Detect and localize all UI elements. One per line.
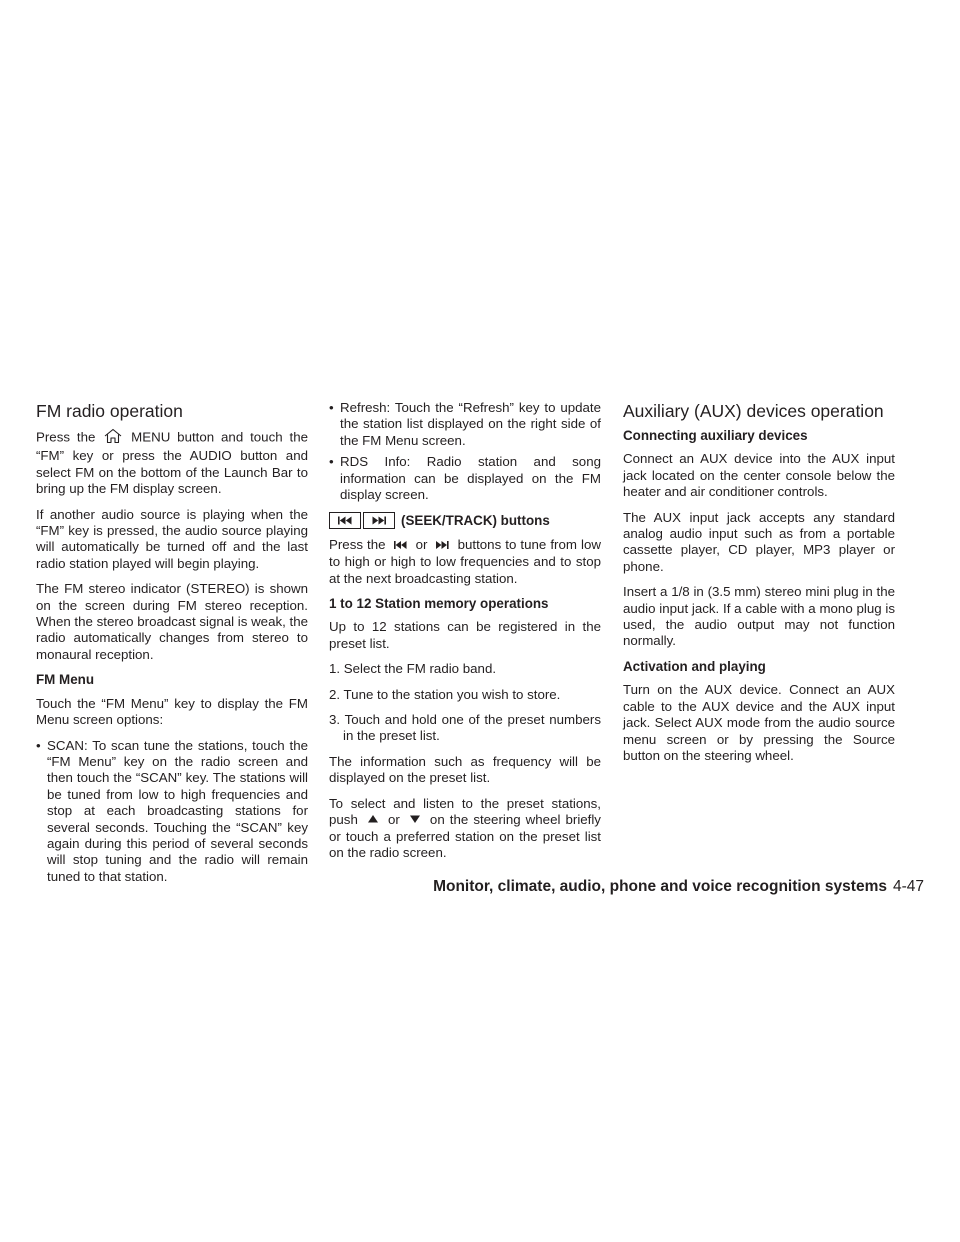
page-footer	[410, 878, 924, 896]
subheading-activation: Activation and playing	[623, 658, 766, 674]
subheading-station-memory: 1 to 12 Station memory operations	[329, 595, 549, 611]
paragraph: Turn on the AUX device. Connect an AUX cable to the AUX device and the AUX input jack. Select AUX mode from the audio source menu screen or by pressing the Source button on the steering wheel.	[623, 682, 895, 763]
list-item: • Refresh: Touch the “Refresh” key to update the station list displayed on the right side of the FM Menu screen.	[329, 400, 601, 449]
bullet-list	[36, 738, 308, 886]
subheading-connecting: Connecting auxiliary devices	[623, 428, 808, 443]
seek-forward-icon	[363, 512, 395, 529]
text: or	[415, 537, 428, 553]
section-title-aux: Auxiliary (AUX) devices operation	[623, 401, 884, 421]
text: or	[387, 812, 400, 827]
paragraph: If another audio source is playing when the “FM” key is pressed, the audio source playing will automatically be turned off and the last radio station played will begin playing.	[36, 506, 308, 571]
list-item: • SCAN: To scan tune the stations, touch the “FM Menu” key on the radio screen and then touch the “SCAN” key. The stations will be tuned from low to high frequencies and stop at each broadcasting stations for several seconds. Touching the “SCAN” key again during this period of several seconds will stop tuning and the radio will remain tuned to that station.	[36, 738, 308, 886]
page-number: 4-47	[892, 878, 924, 895]
paragraph: The information such as frequency will be displayed on the preset list.	[329, 753, 601, 786]
paragraph: Touch the “FM Menu” key to display the FM Menu screen options:	[36, 695, 308, 728]
seek-back-icon	[390, 538, 412, 554]
list-item: 2. Tune to the station you wish to store.	[329, 686, 561, 702]
bullet-list	[329, 400, 601, 503]
text: Press the	[36, 429, 96, 445]
chapter-title: Monitor, climate, audio, phone and voice recognition systems	[433, 878, 887, 895]
down-arrow-icon	[405, 812, 425, 828]
paragraph	[329, 796, 601, 862]
subheading-fm-menu: FM Menu	[36, 672, 95, 688]
paragraph: The FM stereo indicator (STEREO) is shown on the screen during FM stereo reception. When the stereo broadcast signal is weak, the radio automatically changes from stereo to monaural reception.	[36, 581, 308, 662]
column-3	[623, 400, 895, 773]
column-2	[329, 400, 601, 871]
up-arrow-icon	[363, 812, 383, 828]
home-icon	[102, 428, 124, 448]
subheading-seek-track	[329, 512, 601, 529]
paragraph	[329, 537, 601, 587]
list-item: • RDS Info: Radio station and song information can be displayed on the FM display screen.	[329, 454, 601, 503]
list-item: 1. Select the FM radio band.	[329, 661, 497, 677]
text: on the steering wheel briefly or touch a preferred station on the preset list on the radio screen.	[329, 812, 601, 861]
paragraph: Insert a 1/8 in (3.5 mm) stereo mini plug in the audio input jack. If a cable with a mono plug is used, the audio output may not function normally.	[623, 584, 895, 649]
paragraph: Up to 12 stations can be registered in the preset list.	[329, 619, 601, 651]
paragraph: The AUX input jack accepts any standard analog audio input such as from a portable cassette player, CD player, MP3 player or phone.	[623, 509, 895, 574]
paragraph: Connect an AUX device into the AUX input jack located on the center console below the heater and air conditioner controls.	[623, 451, 895, 500]
text: Press the	[329, 537, 386, 553]
paragraph	[36, 428, 308, 498]
numbered-list	[329, 661, 601, 745]
list-item: 3. Touch and hold one of the preset numbers in the preset list.	[329, 711, 601, 744]
subheading-text: (SEEK/TRACK) buttons	[401, 512, 550, 528]
text: To select and listen to the preset stations, push	[329, 795, 601, 827]
seek-back-icon	[329, 512, 361, 529]
text: MENU button and touch the “FM” key or press the AUDIO button and select FM on the bottom of the Launch Bar to bring up the FM display screen.	[36, 429, 308, 497]
section-title-fm-radio: FM radio operation	[36, 401, 183, 421]
text: buttons to tune from low to high or high to low frequencies and to stop at the next broadcasting station.	[329, 537, 601, 586]
column-1	[36, 400, 308, 894]
seek-forward-icon	[432, 538, 454, 554]
